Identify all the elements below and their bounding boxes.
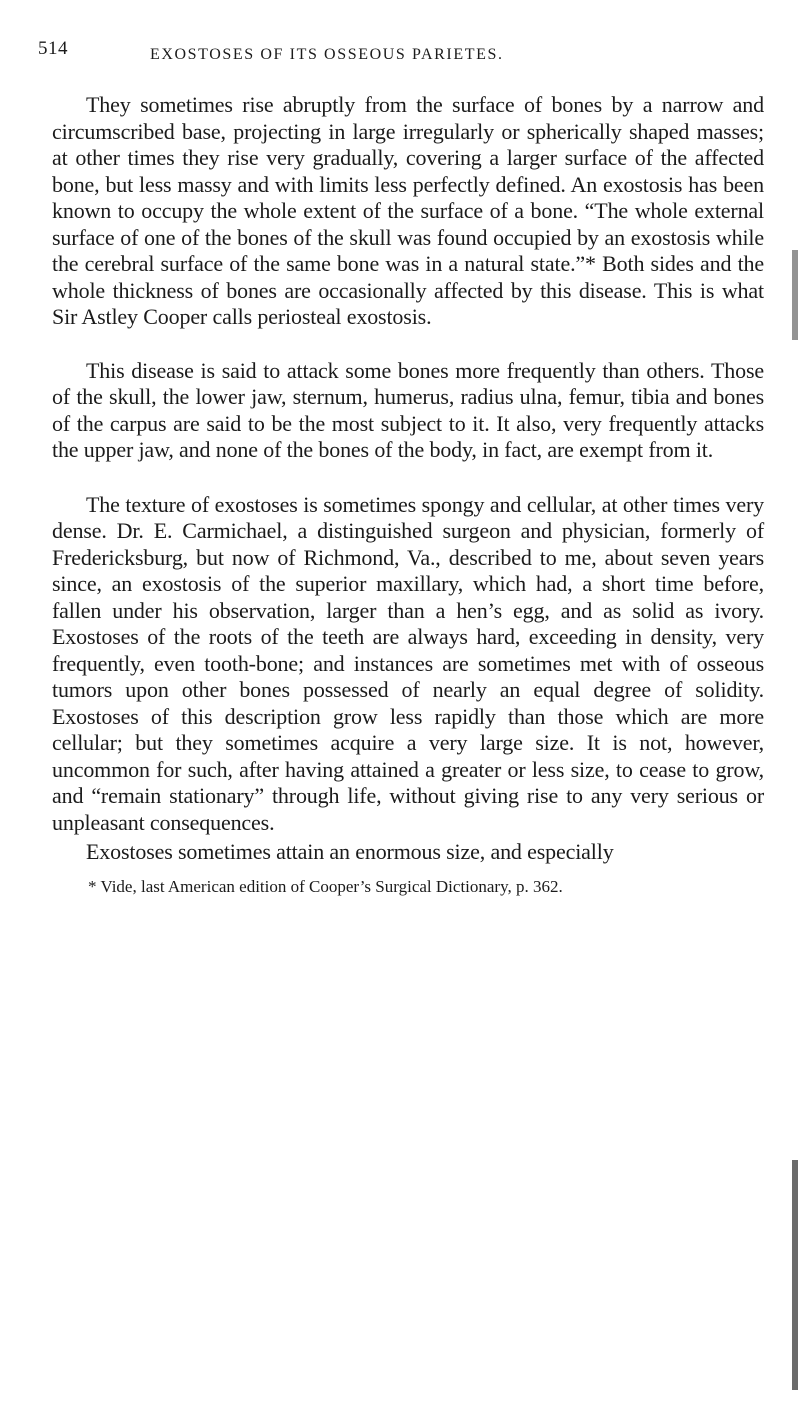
footnote: * Vide, last American edition of Cooper’s Surgical Dictionary, p. 362.: [88, 876, 563, 896]
body-text: [52, 92, 764, 898]
running-title: EXOSTOSES OF ITS OSSEOUS PARIETES.: [150, 46, 504, 63]
scan-edge-shadow: [792, 1160, 798, 1390]
scan-edge-shadow: [792, 250, 798, 340]
paragraph: Exostoses sometimes attain an enormous size, and especially: [86, 839, 614, 864]
paragraph: This disease is said to attack some bones more frequently than others. Those of the skull, the lower jaw, sternum, humerus, radius ulna, femur, tibia and bones of the carpus are said to be the most subject to it. It also, very frequently attacks the upper jaw, and none of the bones of the body, in fact, are exempt from it.: [52, 357, 764, 462]
paragraph: They sometimes rise abruptly from the surface of bones by a narrow and circumscribed base, projecting in large irregularly or spherically shaped masses; at other times they rise very gradually, covering a larger surface of the affected bone, but less massy and with limits less perfectly defined. An exostosis has been known to occupy the whole extent of the surface of a bone. “The whole external surface of one of the bones of the skull was found occupied by an exostosis while the cerebral surface of the same bone was in a natural state.”* Both sides and the whole thickness of bones are occasionally affected by this disease. This is what Sir Astley Cooper calls periosteal exostosis.: [52, 92, 764, 329]
page-number: 514: [38, 38, 68, 59]
paragraph: The texture of exostoses is sometimes spongy and cellular, at other times very dense. Dr. E. Carmichael, a distinguished surgeon and physician, formerly of Fredericksburg, but now of Richmond, Va., described to me, about seven years since, an exostosis of the superior maxillary, which had, a short time before, fallen under his observation, larger than a hen’s egg, and as solid as ivory. Exostoses of the roots of the teeth are always hard, exceeding in density, very frequently, even tooth-bone; and instances are sometimes met with of osseous tumors upon other bones possessed of nearly an equal degree of solidity. Exostoses of this description grow less rapidly than those which are more cellular; but they sometimes acquire a very large size. It is not, however, uncommon for such, after having attained a greater or less size, to cease to grow, and “remain stationary” through life, without giving rise to any very serious or unpleasant consequences.: [52, 491, 764, 835]
